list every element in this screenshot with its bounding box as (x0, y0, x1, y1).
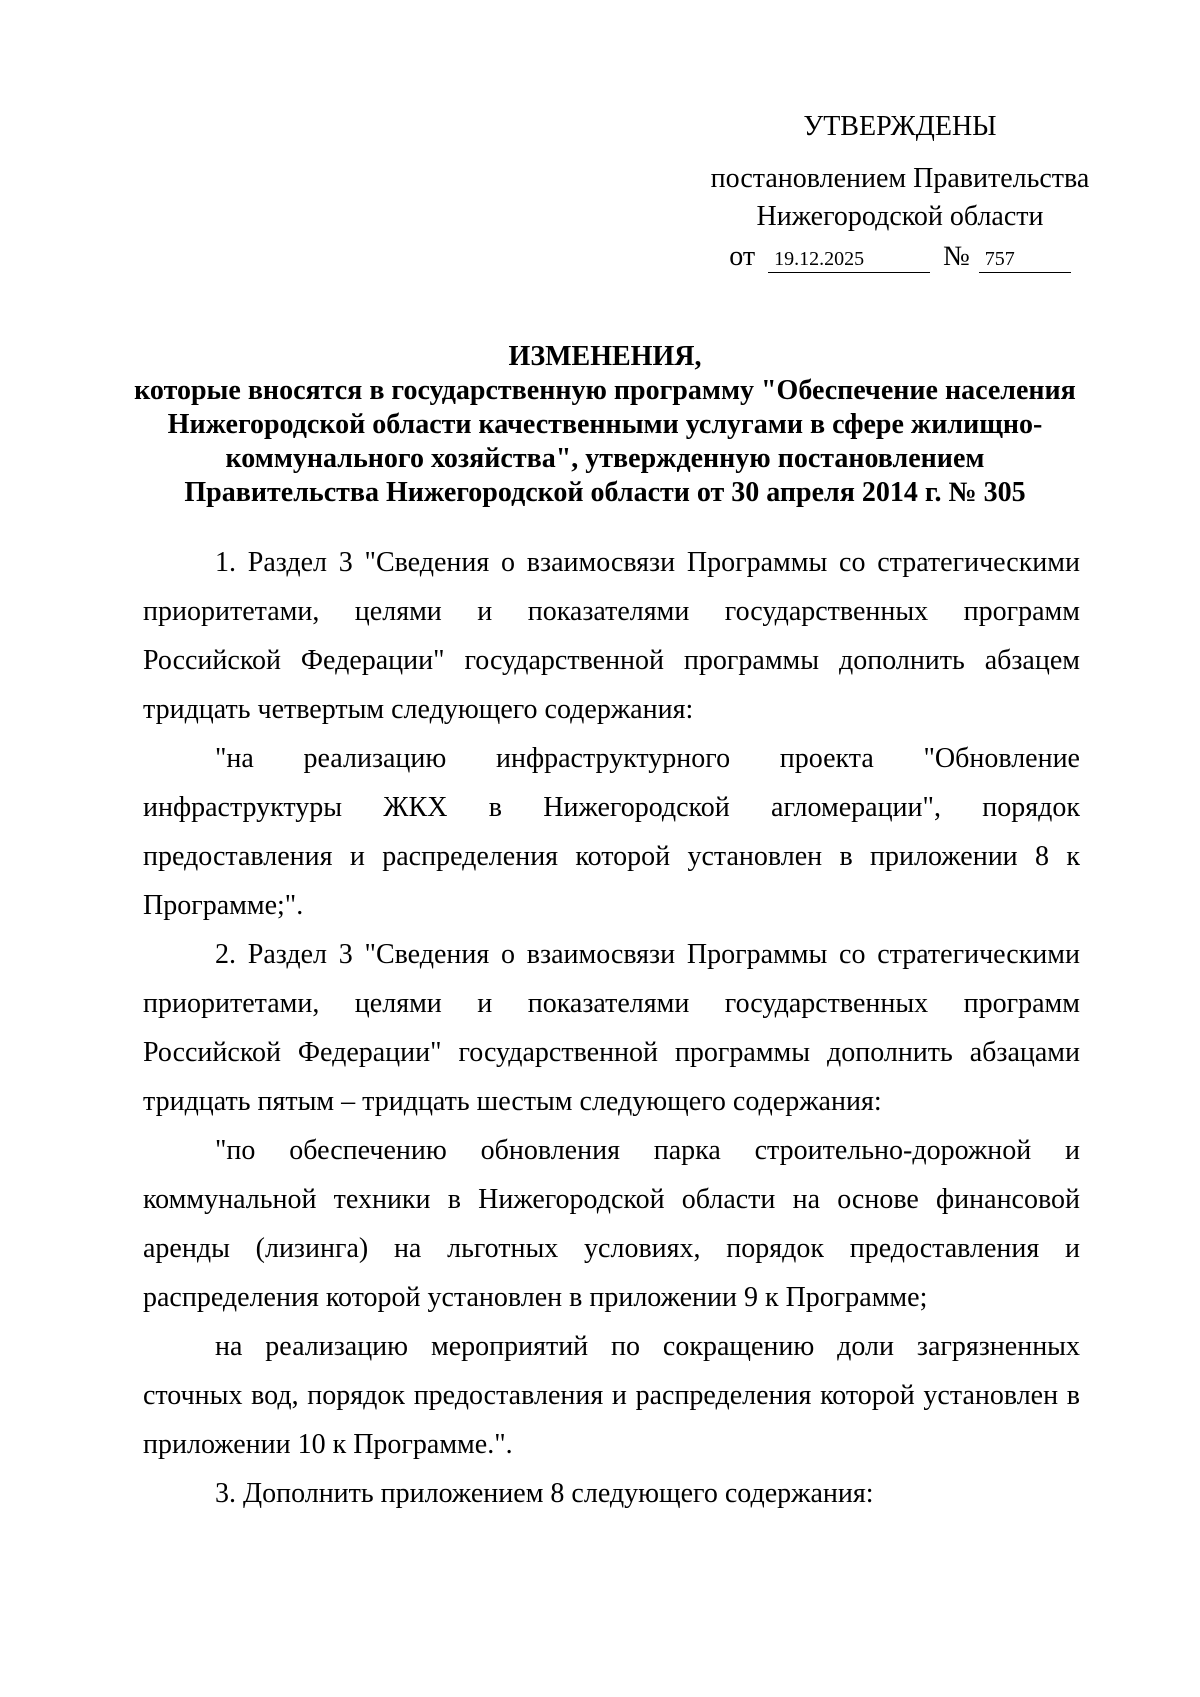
number-label: № (943, 241, 970, 272)
approval-block (680, 108, 1120, 276)
approval-line-2: Нижегородской области (756, 201, 1044, 232)
paragraph: на реализацию мероприятий по сокращению доли загрязненных сточных вод, порядок предоставления и распределения которой установлен в приложении 10 к Программе.". (143, 1331, 1080, 1460)
document-title (130, 340, 1080, 510)
approval-date-line (680, 238, 1120, 276)
paragraph: "на реализацию инфраструктурного проекта "Обновление инфраструктуры ЖКХ в Нижегородской агломерации", порядок предоставления и распределения которой установлен в приложении 8 к Программе;". (143, 743, 1080, 921)
approval-heading: УТВЕРЖДЕНЫ (803, 111, 997, 142)
paragraph: 2. Раздел 3 "Сведения о взаимосвязи Программы со стратегическими приоритетами, целями и показателями государственных программ Российской Федерации" государственной программы дополнить абзацами тридцать пятым – тридцать шестым следующего содержания: (143, 939, 1080, 1117)
document-body (143, 538, 1080, 1518)
title-subtitle: которые вносятся в государственную программу "Обеспечение населения Нижегородской области качественными услугами в сфере жилищно-коммунального хозяйства", утвержденную постановлением Правительства Нижегородской области от 30 апреля 2014 г. № 305 (134, 375, 1076, 508)
date-label: от (729, 241, 756, 272)
approval-line-1: постановлением Правительства (710, 163, 1090, 194)
paragraph: 1. Раздел 3 "Сведения о взаимосвязи Программы со стратегическими приоритетами, целями и показателями государственных программ Российской Федерации" государственной программы дополнить абзацем тридцать четвертым следующего содержания: (143, 547, 1080, 725)
number-value: 757 (979, 246, 1071, 273)
date-value: 19.12.2025 (768, 246, 930, 273)
paragraph: "по обеспечению обновления парка строительно-дорожной и коммунальной техники в Нижегородской области на основе финансовой аренды (лизинга) на льготных условиях, порядок предоставления и распределения которой установлен в приложении 9 к Программе; (143, 1135, 1080, 1313)
title-heading: ИЗМЕНЕНИЯ, (508, 341, 702, 372)
paragraph: 3. Дополнить приложением 8 следующего содержания: (215, 1478, 874, 1509)
